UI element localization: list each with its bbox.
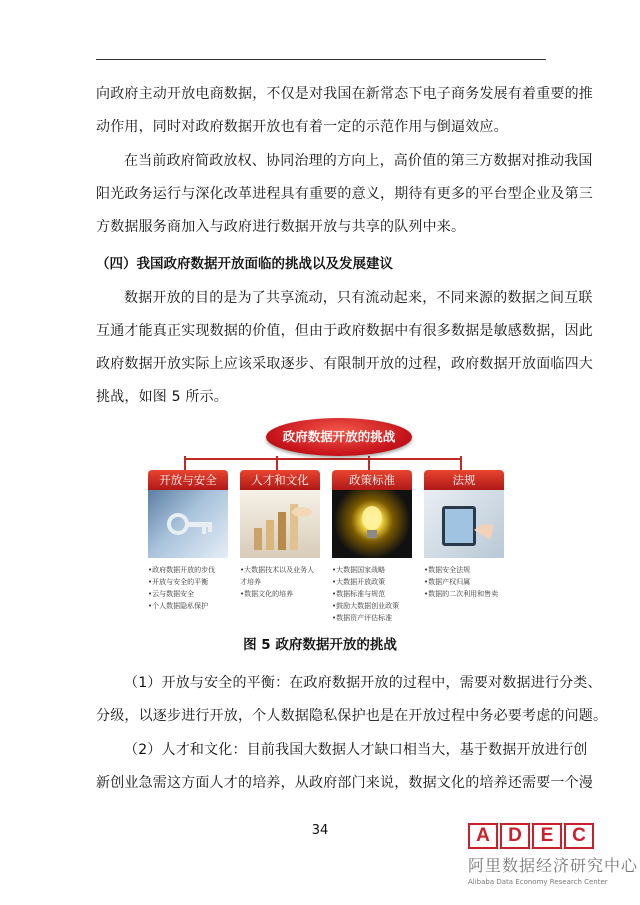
category-label: 人才和文化 bbox=[240, 470, 320, 490]
list-item: •数据标准与规范 bbox=[332, 590, 386, 598]
text-line: 新创业急需这方面人才的培养，从政府部门来说，数据文化的培养还需要一个漫 bbox=[96, 775, 593, 791]
category-items bbox=[332, 564, 412, 624]
category-items bbox=[148, 564, 228, 612]
category-label: 政策标准 bbox=[332, 470, 412, 490]
category-label: 法规 bbox=[424, 470, 504, 490]
paragraph-1 bbox=[96, 78, 593, 144]
text-line: 在当前政府简政放权、协同治理的方向上，高价值的第三方数据对推动我国 bbox=[124, 153, 593, 169]
text-line: 分级，以逐步进行开放，个人数据隐私保护也是在开放过程中务必要考虑的问题。 bbox=[96, 708, 608, 724]
logo-letter: D bbox=[500, 823, 530, 849]
text-line: 向政府主动开放电商数据，不仅是对我国在新常态下电子商务发展有着重要的推 bbox=[96, 86, 593, 102]
tablet-image bbox=[424, 490, 504, 558]
list-item: •数据文化的培养 bbox=[240, 590, 294, 598]
connector-line bbox=[460, 456, 462, 470]
lightbulb-image bbox=[332, 490, 412, 558]
logo-letters bbox=[468, 823, 628, 849]
category-regulations bbox=[424, 470, 504, 600]
adec-logo bbox=[468, 823, 639, 893]
category-items bbox=[424, 564, 504, 600]
list-item: •数据资产评估标准 bbox=[332, 614, 393, 622]
logo-letter: A bbox=[468, 823, 498, 849]
connector-line bbox=[276, 456, 278, 470]
list-item: •大数据开放政策 bbox=[332, 578, 386, 586]
paragraph-4 bbox=[96, 667, 608, 733]
list-item: •鼓励大数据创业政策 bbox=[332, 602, 400, 610]
text-line: 互通才能真正实现数据的价值，但由于政府数据中有很多数据是敏感数据，因此 bbox=[96, 323, 593, 339]
list-item: •云与数据安全 bbox=[148, 590, 195, 598]
text-line: 政府数据开放实际上应该采取逐步、有限制开放的过程，政府数据开放面临四大 bbox=[96, 356, 593, 372]
paragraph-3 bbox=[96, 282, 593, 414]
list-item: •大数据技术以及业务人才培养 bbox=[240, 566, 315, 586]
list-item: •个人数据隐私保护 bbox=[148, 602, 209, 610]
logo-english-name: Alibaba Data Economy Research Center bbox=[468, 878, 608, 886]
figure-title: 政府数据开放的挑战 bbox=[266, 418, 412, 456]
connector-line bbox=[184, 456, 186, 470]
paragraph-2 bbox=[96, 145, 593, 244]
list-item: •大数据国家战略 bbox=[332, 566, 386, 574]
text-line: （2）人才和文化：目前我国大数据人才缺口相当大，基于数据开放进行创 bbox=[124, 742, 588, 758]
list-item: •开放与安全的平衡 bbox=[148, 578, 209, 586]
logo-letter: E bbox=[532, 823, 562, 849]
category-items bbox=[240, 564, 320, 600]
text-line: 动作用，同时对政府数据开放也有着一定的示范作用与倒逼效应。 bbox=[96, 119, 508, 135]
text-line: 数据开放的目的是为了共享流动，只有流动起来，不同来源的数据之间互联 bbox=[124, 290, 593, 306]
key-image bbox=[148, 490, 228, 558]
list-item: •数据产权归属 bbox=[424, 578, 471, 586]
challenges-figure bbox=[148, 418, 498, 630]
bar-chart-image bbox=[240, 490, 320, 558]
list-item: •政府数据开放的步伐 bbox=[148, 566, 216, 574]
logo-chinese-name: 阿里数据经济研究中心 bbox=[468, 856, 639, 875]
text-line: 方数据服务商加入与政府进行数据开放与共享的队列中来。 bbox=[96, 219, 466, 235]
list-item: •数据的二次利用和售卖 bbox=[424, 590, 499, 598]
category-talent-culture bbox=[240, 470, 320, 600]
header-rule bbox=[96, 59, 546, 60]
text-line: （1）开放与安全的平衡：在政府数据开放的过程中，需要对数据进行分类、 bbox=[124, 675, 602, 691]
category-openness-security bbox=[148, 470, 228, 612]
section-heading: （四）我国政府数据开放面临的挑战以及发展建议 bbox=[96, 256, 393, 272]
list-item: •数据安全法规 bbox=[424, 566, 471, 574]
category-policy-standards bbox=[332, 470, 412, 624]
connector-line bbox=[368, 456, 370, 470]
figure-caption: 图 5 政府数据开放的挑战 bbox=[243, 637, 397, 653]
paragraph-5 bbox=[96, 734, 593, 800]
text-line: 挑战，如图 5 所示。 bbox=[96, 389, 229, 405]
logo-letter: C bbox=[564, 823, 594, 849]
text-line: 阳光政务运行与深化改革进程具有重要的意义，期待有更多的平台型企业及第三 bbox=[96, 186, 593, 202]
category-label: 开放与安全 bbox=[148, 470, 228, 490]
connector-line bbox=[184, 458, 462, 460]
page-number: 34 bbox=[311, 823, 329, 838]
